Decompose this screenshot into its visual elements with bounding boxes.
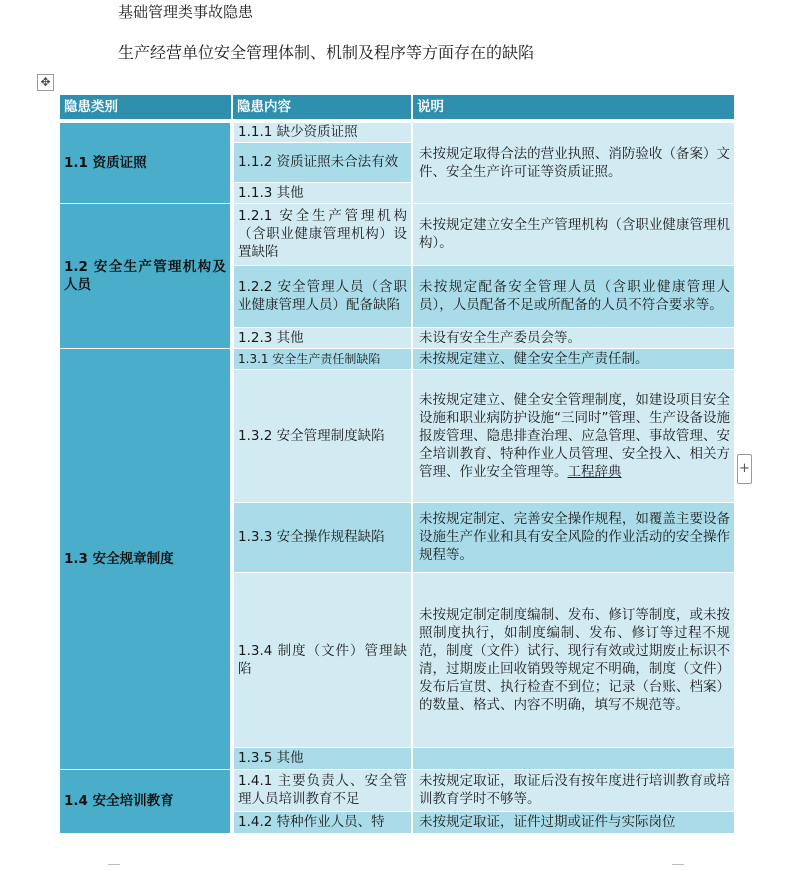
- description-cell: 未按规定建立、健全安全生产责任制。: [412, 348, 734, 369]
- item-cell: 1.3.5 其他: [232, 747, 412, 769]
- item-cell: 1.1.3 其他: [232, 182, 412, 203]
- hazard-table: [58, 94, 734, 843]
- description-cell: 未按规定制定制度编制、发布、修订等制度，或未按照制度执行，如制度编制、发布、修订等过程不规范，制度（文件）试行、现行有效或过期废止标识不清，过期废止回收销毁等规定不明确，制度（文件）发布后宣贯、执行检查不到位；记录（台账、档案）的数量、格式、内容不明确，填写不规范等。: [412, 572, 734, 747]
- table-header-row: [59, 95, 734, 122]
- category-cell: 1.3 安全规章制度: [59, 348, 232, 769]
- add-column-icon[interactable]: +: [737, 454, 752, 484]
- description-text: 未按规定建立、健全安全管理制度，如建设项目安全设施和职业病防护设施“三同时”管理、生产设备设施报废管理、隐患排查治理、应急管理、事故管理、安全培训教育、特种作业人员管理、安全投入、相关方管理、作业安全管理等。: [419, 391, 730, 480]
- description-cell-empty: [412, 747, 734, 769]
- category-cell: 1.2 安全生产管理机构及人员: [59, 203, 232, 348]
- description-cell: 未按规定取证，取证后没有按年度进行培训教育或培训教育学时不够等。: [412, 769, 734, 811]
- item-cell: 1.2.1 安全生产管理机构（含职业健康管理机构）设置缺陷: [232, 203, 412, 265]
- heading-subtitle: 生产经营单位安全管理体制、机制及程序等方面存在的缺陷: [118, 43, 535, 62]
- item-cell: 1.2.2 安全管理人员（含职业健康管理人员）配备缺陷: [232, 265, 412, 327]
- item-cell: 1.4.1 主要负责人、安全管理人员培训教育不足: [232, 769, 412, 811]
- table-move-handle-icon[interactable]: ✥: [37, 74, 54, 91]
- header-description: 说明: [412, 95, 734, 122]
- table-row: [59, 348, 734, 369]
- description-cell: 未按规定取得合法的营业执照、消防验收（备案）文件、安全生产许可证等资质证照。: [412, 121, 734, 203]
- description-cell: 未按规定制定、完善安全操作规程，如覆盖主要设备设施生产作业和具有安全风险的作业活动的安全操作规程等。: [412, 502, 734, 572]
- category-cell: 1.4 安全培训教育: [59, 769, 232, 833]
- item-cell: 1.4.2 特种作业人员、特: [232, 811, 412, 833]
- description-cell: 未按规定配备安全管理人员（含职业健康管理人员），人员配备不足或所配备的人员不符合要求等。: [412, 265, 734, 327]
- table-row: [59, 121, 734, 142]
- description-cell: 未设有安全生产委员会等。: [412, 327, 734, 348]
- item-cell: 1.3.2 安全管理制度缺陷: [232, 369, 412, 502]
- item-cell: 1.3.1 安全生产责任制缺陷: [232, 348, 412, 369]
- heading-category: 基础管理类事故隐患: [118, 3, 254, 21]
- table-row: [59, 203, 734, 265]
- item-cell: 1.3.4 制度（文件）管理缺陷: [232, 572, 412, 747]
- description-cell: [412, 369, 734, 502]
- header-content: 隐患内容: [232, 95, 412, 122]
- engineering-dictionary-link[interactable]: 工程辞典: [567, 463, 622, 480]
- item-cell: 1.1.2 资质证照未合法有效: [232, 142, 412, 182]
- item-cell: 1.2.3 其他: [232, 327, 412, 348]
- table-row: [59, 769, 734, 811]
- description-cell: 未按规定取证，证件过期或证件与实际岗位: [412, 811, 734, 833]
- item-cell: 1.3.3 安全操作规程缺陷: [232, 502, 412, 572]
- category-cell: 1.1 资质证照: [59, 121, 232, 203]
- item-cell: 1.1.1 缺少资质证照: [232, 121, 412, 142]
- description-cell: 未按规定建立安全生产管理机构（含职业健康管理机构）。: [412, 203, 734, 265]
- header-category: 隐患类别: [59, 95, 232, 122]
